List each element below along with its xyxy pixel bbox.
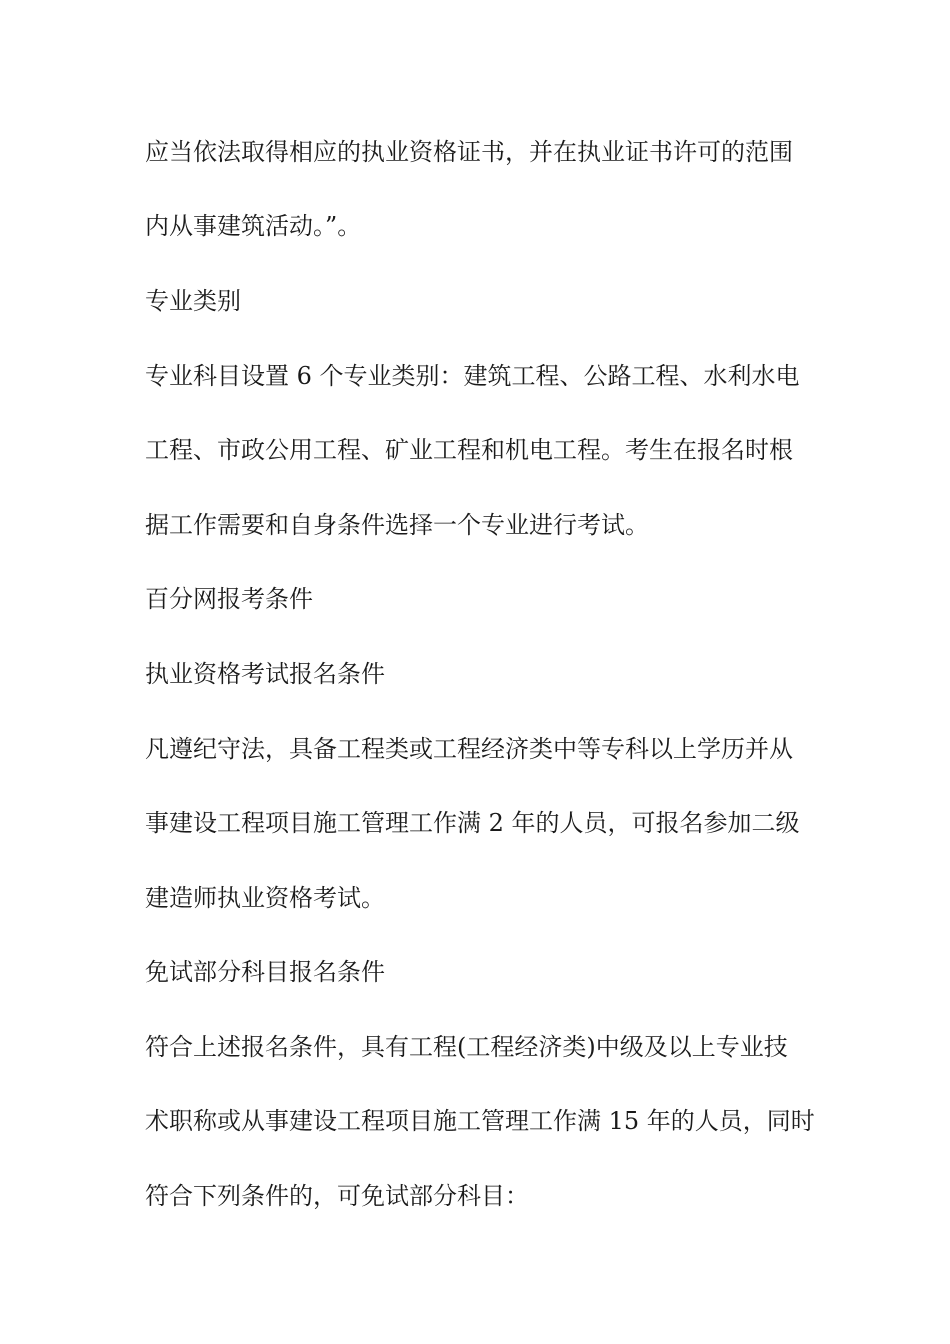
paragraph-line: 建造师执业资格考试。 <box>145 884 385 912</box>
section-heading: 执业资格考试报名条件 <box>145 660 385 688</box>
paragraph-line: 工程、市政公用工程、矿业工程和机电工程。考生在报名时根 <box>145 436 793 464</box>
paragraph-line: 符合上述报名条件，具有工程(工程经济类)中级及以上专业技 <box>145 1033 788 1061</box>
paragraph-line: 应当依法取得相应的执业资格证书，并在执业证书许可的范围 <box>145 138 793 166</box>
section-heading: 专业类别 <box>145 287 241 315</box>
paragraph-line: 符合下列条件的，可免试部分科目： <box>145 1182 529 1210</box>
paragraph-line: 据工作需要和自身条件选择一个专业进行考试。 <box>145 511 649 539</box>
paragraph-line: 凡遵纪守法，具备工程类或工程经济类中等专科以上学历并从 <box>145 735 793 763</box>
section-heading: 百分网报考条件 <box>145 585 313 613</box>
paragraph-line: 内从事建筑活动。”。 <box>145 212 362 240</box>
paragraph-line: 专业科目设置 6 个专业类别：建筑工程、公路工程、水利水电 <box>145 362 800 390</box>
section-heading: 免试部分科目报名条件 <box>145 958 385 986</box>
paragraph-line: 事建设工程项目施工管理工作满 2 年的人员，可报名参加二级 <box>145 809 800 837</box>
paragraph-line: 术职称或从事建设工程项目施工管理工作满 15 年的人员，同时 <box>145 1107 815 1135</box>
